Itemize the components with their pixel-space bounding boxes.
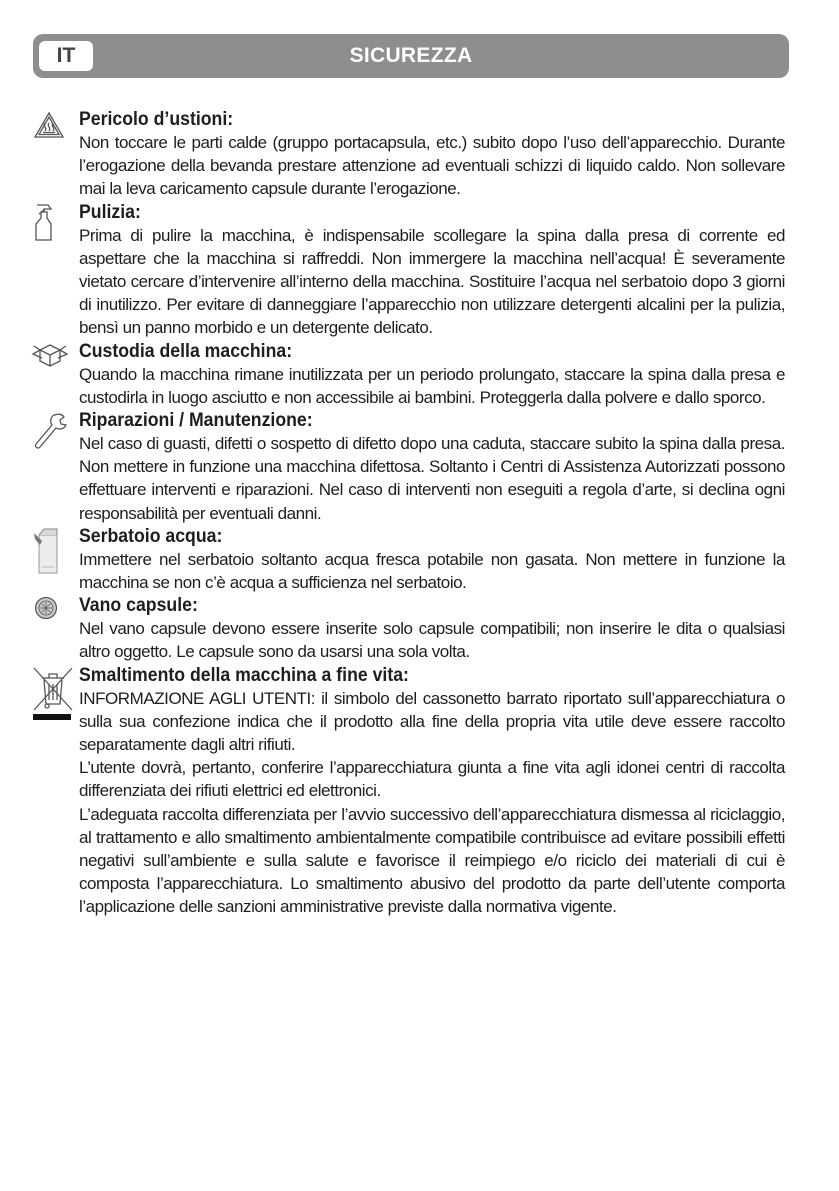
storage-box-icon [30,341,70,372]
section-body [79,617,785,663]
section-title: Riparazioni / Manutenzione: [79,410,313,432]
wrench-icon [32,411,68,456]
section-header-bar [33,34,789,78]
water-tank-icon [32,527,60,582]
section-cleaning [0,201,785,340]
section-title: Pericolo d’ustioni: [79,109,234,130]
warning-hot-surface-icon [33,111,65,144]
section-storage [0,340,785,409]
paragraph: Nel vano capsule devono essere inserite solo capsule compatibili; non inserire le dita o qualsiasi altro oggetto. Le capsule sono da usarsi una sola volta. [79,619,785,662]
section-title: Smaltimento della macchina a fine vita: [79,664,409,686]
section-body [79,224,785,340]
section-disposal [0,664,785,919]
section-title: Custodia della macchina: [79,340,293,362]
paragraph: L’utente dovrà, pertanto, conferire l’apparecchiatura giunta a fine vita agli idonei centri di raccolta differenziata dei rifiuti elettrici ed elettronici. [79,758,785,801]
section-water-tank [0,525,785,594]
paragraph: Non toccare le parti calde (gruppo portacapsula, etc.) subito dopo l’uso dell’apparecchio. Durante l’erogazione della bevanda prestare attenzione ad eventuali schizzi di liquido caldo. Non sollevare mai la leva caricamento capsule durante l’erogazione. [79,133,785,199]
section-title: Vano capsule: [79,595,198,617]
section-body [79,687,785,919]
capsule-icon [34,596,58,625]
paragraph: Nel caso di guasti, difetti o sospetto di difetto dopo una caduta, staccare subito la spina dalla presa. Non mettere in funzione una macchina difettosa. Soltanto i Centri di Assistenza Autorizzati possono effettuare interventi e riparazioni. Nel caso di interventi non eseguiti a regola d’arte, si declina ogni responsabilità per eventuali danni. [79,434,785,523]
section-body [79,363,785,409]
crossed-bin-weee-icon [32,666,74,727]
language-tag: IT [39,41,93,71]
section-capsule-compartment [0,594,785,663]
paragraph: L’adeguata raccolta differenziata per l’avvio successivo dell’apparecchiatura dismessa al riciclaggio, al trattamento e allo smaltimento ambientalmente compatibile contribuisce ad evitare possibili effetti negativi sull’ambiente e sulla salute e favorisce il reimpiego e/o riciclo dei materiali di cui è composta l’apparecchiatura. Lo smaltimento abusivo del prodotto da parte dell’utente comporta l’applicazione delle sanzioni amministrative previste dalla normativa vigente. [79,804,785,917]
paragraph: Quando la macchina rimane inutilizzata per un periodo prolungato, staccare la spina dalla presa e custodirla in luogo asciutto e non accessibile ai bambini. Proteggerla dalla polvere e dallo sporco. [79,364,785,407]
paragraph: Immettere nel serbatoio soltanto acqua fresca potabile non gasata. Non mettere in funzione la macchina se non c’è acqua a sufficienza nel serbatoio. [79,549,785,593]
page-title: SICUREZZA [349,44,473,67]
paragraph: INFORMAZIONE AGLI UTENTI: il simbolo del cassonetto barrato riportato sull’apparecchiatura o sulla sua confezione indica che il prodotto alla fine della propria vita utile deve essere raccolto separatamente dagli altri rifiuti. [79,688,785,755]
section-title: Pulizia: [79,201,141,223]
section-body [79,432,785,525]
section-title: Serbatoio acqua: [79,525,223,547]
safety-content [0,108,839,919]
section-body [79,548,785,594]
section-burn-hazard [0,108,785,201]
paragraph: Prima di pulire la macchina, è indispensabile scollegare la spina dalla presa di corrente ed aspettare che la macchina si raffreddi. Non immergere la macchina nell’acqua! È severamente vietato cercare d’intervenire all’interno della macchina. Sostituire l’acqua nel serbatoio dopo 3 giorni di inutilizzo. Per evitare di danneggiare l’apparecchio non utilizzare detergenti alcalini per la pulizia, bensì un panno morbido e un detergente delicato. [79,225,785,338]
section-body [79,131,785,201]
spray-bottle-icon [34,202,54,247]
section-repairs [0,409,785,525]
